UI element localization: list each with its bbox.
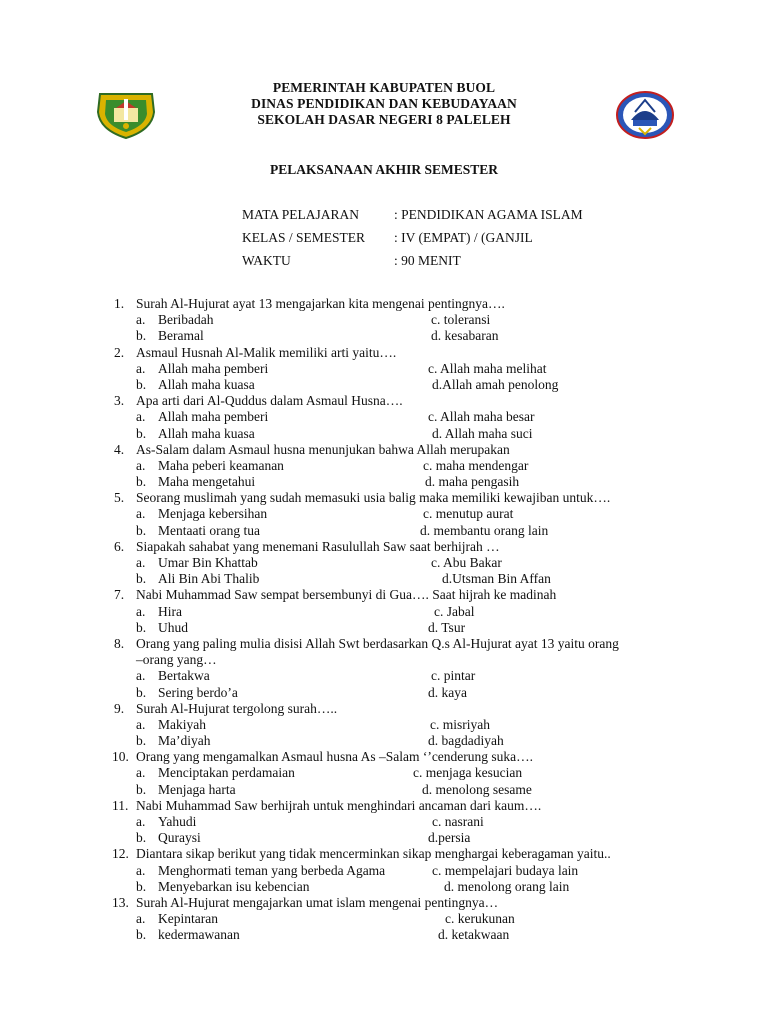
answer-option-row	[0, 733, 768, 749]
answer-option-left[interactable]	[136, 426, 255, 442]
option-letter: b.	[136, 522, 147, 538]
question-item	[0, 490, 768, 539]
question-number-cell	[0, 636, 136, 652]
answer-option-right[interactable]: c. Allah maha melihat	[428, 360, 547, 376]
option-letter: a.	[136, 814, 146, 829]
answer-option-right[interactable]: d.persia	[428, 830, 471, 846]
option-letter: b.	[136, 571, 147, 587]
answer-option-right[interactable]: c. menutup aurat	[423, 506, 514, 522]
option-letter: a.	[136, 409, 146, 425]
question-line	[0, 749, 768, 765]
info-label: KELAS / SEMESTER	[242, 230, 366, 245]
answer-option-left[interactable]	[136, 328, 204, 344]
question-number: 1.	[114, 296, 125, 311]
question-number-cell	[0, 587, 136, 603]
question-line	[0, 636, 768, 652]
answer-option-left[interactable]	[136, 523, 260, 539]
option-text: Allah maha kuasa	[158, 376, 255, 392]
question-number: 7.	[114, 587, 125, 603]
question-number: 9.	[114, 700, 125, 716]
option-letter: a.	[136, 765, 146, 781]
answer-option-right[interactable]: c. menjaga kesucian	[413, 765, 523, 781]
option-letter: a.	[136, 555, 146, 570]
info-label: WAKTU	[242, 253, 291, 268]
answer-option-row	[0, 782, 768, 798]
option-letter: b.	[136, 684, 147, 700]
question-text: As-Salam dalam Asmaul husna menunjukan bahwa Allah merupakan	[136, 441, 510, 457]
answer-option-left[interactable]	[136, 782, 236, 798]
option-text: Kepintaran	[158, 911, 218, 927]
answer-option-row	[0, 361, 768, 377]
question-number: 12.	[112, 846, 129, 862]
question-item	[0, 798, 768, 847]
question-number: 2.	[114, 344, 125, 360]
option-text: Ma’diyah	[158, 733, 211, 749]
question-line	[0, 701, 768, 717]
question-line	[0, 846, 768, 862]
option-text: Hira	[158, 603, 182, 619]
info-value: : PENDIDIKAN AGAMA ISLAM	[394, 207, 583, 222]
option-text: Allah maha pemberi	[158, 360, 269, 376]
info-row-subject	[242, 207, 583, 230]
answer-option-row	[0, 765, 768, 781]
question-number-cell	[0, 296, 136, 312]
answer-option-left[interactable]	[136, 409, 268, 425]
answer-option-row	[0, 830, 768, 846]
question-line	[0, 490, 768, 506]
option-letter: a.	[136, 668, 146, 684]
option-text: Menjaga harta	[158, 781, 236, 797]
question-text: Apa arti dari Al-Quddus dalam Asmaul Husna….	[136, 393, 403, 409]
question-number-cell	[0, 442, 136, 458]
question-text: Surah Al-Hujurat ayat 13 mengajarkan kita mengenai pentingnya….	[136, 296, 505, 311]
question-text: Surah Al-Hujurat tergolong surah…..	[136, 700, 338, 716]
question-line	[0, 539, 768, 555]
option-letter: b.	[136, 927, 147, 943]
answer-option-right[interactable]: d.Allah amah penolong	[432, 376, 559, 392]
question-item	[0, 636, 768, 701]
answer-option-left[interactable]	[136, 733, 210, 749]
option-letter: a.	[136, 360, 146, 376]
answer-option-row	[0, 668, 768, 684]
option-text: Makiyah	[158, 716, 206, 732]
option-text: Yahudi	[158, 814, 197, 829]
answer-option-left[interactable]	[136, 620, 188, 636]
answer-option-left[interactable]	[136, 458, 284, 474]
question-line	[0, 798, 768, 814]
question-text: Surah Al-Hujurat mengajarkan umat islam mengenai pentingnya…	[136, 894, 499, 910]
question-text: Asmaul Husnah Al-Malik memiliki arti yaitu….	[136, 344, 397, 360]
answer-option-left[interactable]	[136, 571, 259, 587]
school-header	[0, 80, 768, 128]
question-number: 8.	[114, 635, 125, 651]
answer-option-left[interactable]	[136, 863, 385, 879]
question-text: Siapakah sahabat yang menemani Rasulullah Saw saat berhijrah …	[136, 538, 500, 554]
answer-option-left[interactable]	[136, 830, 201, 846]
answer-option-right[interactable]: d. menolong orang lain	[444, 878, 570, 894]
question-line	[0, 442, 768, 458]
question-item	[0, 701, 768, 750]
option-letter: b.	[136, 830, 147, 846]
info-row-class	[242, 230, 583, 253]
answer-option-left[interactable]	[136, 879, 309, 895]
option-text: Umar Bin Khattab	[158, 555, 258, 570]
answer-option-left[interactable]	[136, 717, 206, 733]
answer-option-left[interactable]	[136, 506, 267, 522]
question-item	[0, 749, 768, 798]
question-line	[0, 895, 768, 911]
answer-option-row	[0, 506, 768, 522]
option-text: Ali Bin Abi Thalib	[158, 571, 260, 587]
option-text: kedermawanan	[158, 927, 240, 943]
answer-option-right[interactable]: d. ketakwaan	[438, 927, 510, 943]
option-text: Menjaga kebersihan	[158, 506, 268, 522]
question-text: Orang yang mengamalkan Asmaul husna As –Salam ‘’cenderung suka….	[136, 749, 534, 765]
option-letter: a.	[136, 457, 146, 473]
option-letter: b.	[136, 474, 147, 490]
answer-option-right[interactable]: c. Jabal	[434, 603, 475, 619]
question-line	[0, 587, 768, 603]
question-number-cell	[0, 345, 136, 361]
answer-option-right[interactable]: c. pintar	[431, 668, 476, 684]
option-letter: a.	[136, 911, 146, 927]
option-text: Menyebarkan isu kebencian	[158, 878, 310, 894]
answer-option-left[interactable]	[136, 911, 218, 927]
question-text: Seorang muslimah yang sudah memasuki usia balig maka memiliki kewajiban untuk….	[136, 490, 611, 506]
option-text: Menghormati teman yang berbeda Agama	[158, 862, 386, 878]
option-letter: b.	[136, 619, 147, 635]
question-number: 6.	[114, 538, 125, 554]
answer-option-row	[0, 685, 768, 701]
answer-option-left[interactable]	[136, 685, 238, 701]
option-text: Allah maha pemberi	[158, 409, 269, 425]
option-text: Maha mengetahui	[158, 474, 256, 490]
answer-option-row	[0, 474, 768, 490]
question-text: Nabi Muhammad Saw sempat bersembunyi di Gua…. Saat hijrah ke madinah	[136, 587, 557, 603]
question-number-cell	[0, 539, 136, 555]
answer-option-right[interactable]: c. Abu Bakar	[431, 555, 502, 570]
answer-option-row	[0, 911, 768, 927]
question-list	[0, 296, 768, 944]
answer-option-row	[0, 312, 768, 328]
option-letter: a.	[136, 312, 146, 328]
info-row-time	[242, 253, 583, 276]
exam-info	[242, 207, 583, 276]
answer-option-right[interactable]: d. Tsur	[428, 619, 466, 635]
header-line-school: SEKOLAH DASAR NEGERI 8 PALELEH	[257, 112, 511, 127]
question-number: 3.	[114, 393, 125, 409]
question-item	[0, 587, 768, 636]
option-text: Mentaati orang tua	[158, 522, 260, 538]
option-text: Beribadah	[158, 312, 214, 328]
option-letter: b.	[136, 328, 147, 344]
question-item	[0, 846, 768, 895]
answer-option-right[interactable]: d. menolong sesame	[422, 781, 532, 797]
answer-option-right[interactable]: c. Allah maha besar	[428, 409, 535, 425]
question-item	[0, 539, 768, 588]
answer-option-right[interactable]: d. kaya	[428, 684, 467, 700]
question-number: 11.	[112, 797, 129, 813]
question-text: Nabi Muhammad Saw berhijrah untuk menghindari ancaman dari kaum….	[136, 797, 542, 813]
option-letter: a.	[136, 716, 146, 732]
question-line	[0, 393, 768, 409]
answer-option-right[interactable]: d. Allah maha suci	[432, 425, 533, 441]
answer-option-row	[0, 717, 768, 733]
info-value: : 90 MENIT	[394, 253, 461, 268]
question-line	[0, 345, 768, 361]
answer-option-row	[0, 409, 768, 425]
option-text: Maha peberi keamanan	[158, 457, 284, 473]
option-letter: b.	[136, 376, 147, 392]
answer-option-row	[0, 555, 768, 571]
answer-option-left[interactable]	[136, 312, 213, 328]
answer-option-row	[0, 458, 768, 474]
option-letter: a.	[136, 603, 146, 619]
answer-option-right[interactable]: c. toleransi	[431, 312, 491, 328]
question-line	[0, 296, 768, 312]
option-letter: b.	[136, 733, 147, 749]
option-text: Quraysi	[158, 830, 201, 846]
question-text: Diantara sikap berikut yang tidak mencerminkan sikap menghargai keberagaman yaitu..	[136, 846, 611, 862]
exam-title: PELAKSANAAN AKHIR SEMESTER	[269, 162, 499, 177]
answer-option-row	[0, 426, 768, 442]
question-item	[0, 895, 768, 944]
question-number-cell	[0, 490, 136, 506]
answer-option-row	[0, 879, 768, 895]
question-number-cell	[0, 798, 136, 814]
answer-option-right[interactable]: c. misriyah	[430, 716, 490, 732]
option-letter: a.	[136, 862, 146, 878]
answer-option-row	[0, 328, 768, 344]
question-number-cell	[0, 701, 136, 717]
header-line-government: PEMERINTAH KABUPATEN BUOL	[272, 80, 496, 95]
answer-option-left[interactable]	[136, 765, 295, 781]
answer-option-left[interactable]	[136, 604, 182, 620]
answer-option-right[interactable]: c. kerukunan	[445, 911, 515, 927]
question-number: 10.	[112, 749, 129, 765]
option-letter: a.	[136, 506, 146, 522]
answer-option-left[interactable]	[136, 361, 268, 377]
answer-option-right[interactable]: c. nasrani	[432, 814, 484, 829]
answer-option-right[interactable]: d. kesabaran	[431, 328, 499, 344]
option-letter: b.	[136, 781, 147, 797]
answer-option-row	[0, 814, 768, 830]
question-number-cell	[0, 393, 136, 409]
question-item	[0, 345, 768, 394]
option-letter: b.	[136, 425, 147, 441]
answer-option-row	[0, 927, 768, 943]
header-line-department: DINAS PENDIDIKAN DAN KEBUDAYAAN	[251, 96, 517, 111]
option-text: Uhud	[158, 619, 188, 635]
answer-option-left[interactable]	[136, 814, 196, 830]
option-text: Sering berdo’a	[158, 684, 238, 700]
answer-option-row	[0, 523, 768, 539]
answer-option-right[interactable]: d. membantu orang lain	[420, 522, 549, 538]
answer-option-row	[0, 377, 768, 393]
answer-option-right[interactable]: c. mempelajari budaya lain	[432, 862, 579, 878]
answer-option-right[interactable]: d. maha pengasih	[425, 474, 520, 490]
question-number-cell	[0, 846, 136, 862]
question-number: 13.	[112, 894, 129, 910]
answer-option-row	[0, 571, 768, 587]
info-label: MATA PELAJARAN	[242, 207, 360, 222]
question-number: 5.	[114, 490, 125, 506]
question-item	[0, 442, 768, 491]
answer-option-right[interactable]: d.Utsman Bin Affan	[442, 571, 551, 587]
option-text: Menciptakan perdamaian	[158, 765, 295, 781]
answer-option-left[interactable]	[136, 927, 240, 943]
option-letter: b.	[136, 878, 147, 894]
answer-option-row	[0, 604, 768, 620]
option-text: Bertakwa	[158, 668, 210, 684]
answer-option-right[interactable]: d. bagdadiyah	[428, 733, 504, 749]
question-item	[0, 393, 768, 442]
option-text: Allah maha kuasa	[158, 425, 255, 441]
question-item	[0, 296, 768, 345]
answer-option-right[interactable]: c. maha mendengar	[423, 457, 529, 473]
answer-option-left[interactable]	[136, 474, 255, 490]
info-value: : IV (EMPAT) / (GANJIL	[394, 230, 533, 245]
option-text: Beramal	[158, 328, 204, 344]
question-number-cell	[0, 749, 136, 765]
question-text: Orang yang paling mulia disisi Allah Swt berdasarkan Q.s Al-Hujurat ayat 13 yaitu orang	[136, 635, 619, 651]
answer-option-row	[0, 620, 768, 636]
question-text-continued: –orang yang…	[136, 652, 217, 668]
answer-option-left[interactable]	[136, 377, 255, 393]
answer-option-row	[0, 863, 768, 879]
question-number: 4.	[114, 441, 125, 457]
answer-option-left[interactable]	[136, 668, 210, 684]
question-number-cell	[0, 895, 136, 911]
answer-option-left[interactable]	[136, 555, 258, 571]
